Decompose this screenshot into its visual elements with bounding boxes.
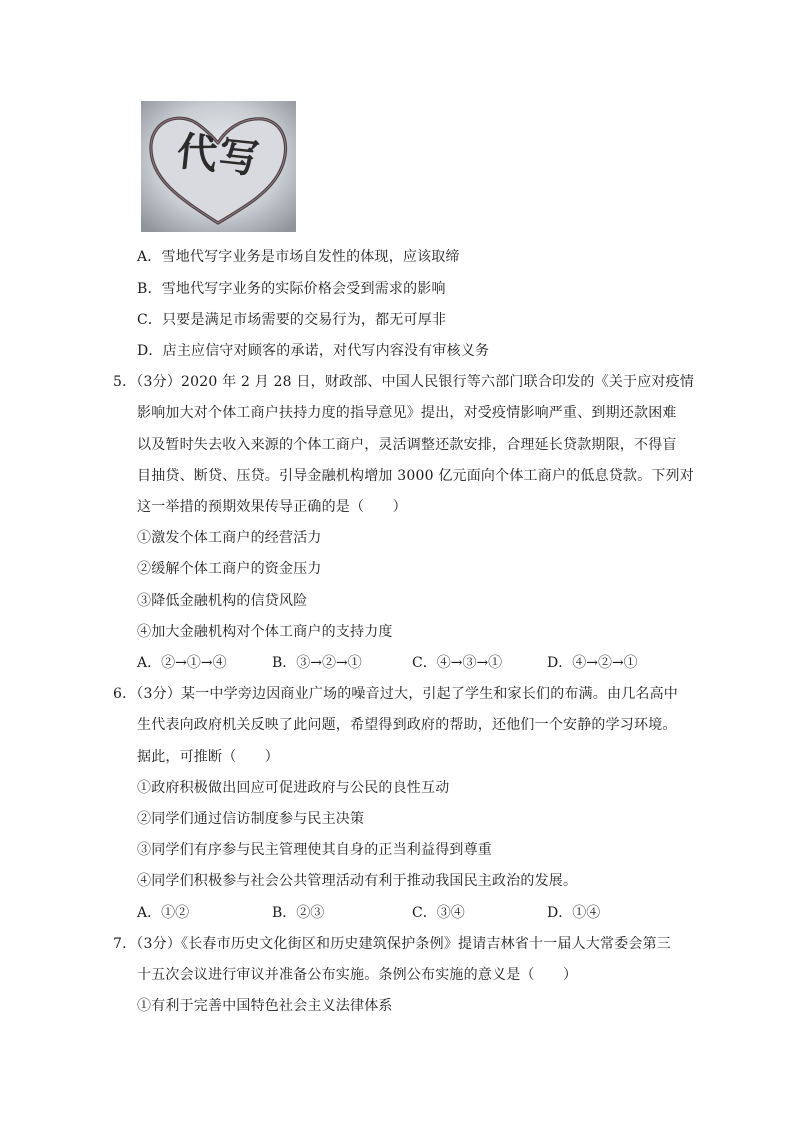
q6-choice-a: A．①② (137, 905, 190, 921)
q5-choice-d: D．④→②→① (547, 655, 638, 671)
q5-stem-line-3: 以及暂时失去收入来源的个体工商户，灵活调整还款安排，合理延长贷款期限，不得盲 (137, 437, 677, 453)
q5-stem-line-1: 5．（3分）2020 年 2 月 28 日，财政部、中国人民银行等六部门联合印发的《关于应对疫情 (113, 374, 695, 390)
q6-item-4: ④同学们积极参与社会公共管理活动有利于推动我国民主政治的发展。 (137, 873, 578, 889)
q5-item-4: ④加大金融机构对个体工商户的支持力度 (137, 624, 393, 640)
q7-item-1: ①有利于完善中国特色社会主义法律体系 (137, 998, 393, 1014)
q4-option-d: D．店主应信守对顾客的承诺，对代写内容没有审核义务 (137, 343, 490, 359)
q6-item-3: ③同学们有序参与民主管理使其自身的正当利益得到尊重 (137, 842, 492, 858)
q4-option-a: A．雪地代写字业务是市场自发性的体现，应该取缔 (137, 249, 460, 265)
q5-choice-a: A．②→①→④ (137, 655, 227, 671)
q6-stem-line-3: 据此，可推断（ ） (137, 749, 279, 765)
q6-choice-c: C．③④ (412, 905, 465, 921)
q5-item-1: ①激发个体工商户的经营活力 (137, 530, 322, 546)
q5-item-2: ②缓解个体工商户的资金压力 (137, 561, 322, 577)
q4-option-c: C．只要是满足市场需要的交易行为，都无可厚非 (137, 312, 447, 328)
q6-stem-line-1: 6．（3分）某一中学旁边因商业广场的噪音过大，引起了学生和家长们的布满。由几名高中 (113, 686, 679, 702)
q7-stem-line-1: 7．（3分）《长春市历史文化街区和历史建筑保护条例》提请吉林省十一届人大常委会第三 (113, 936, 672, 952)
q5-stem-line-2: 影响加大对个体工商户扶持力度的指导意见》提出，对受疫情影响严重、到期还款困难 (137, 405, 677, 421)
q6-choice-d: D．①④ (547, 905, 601, 921)
heart-in-snow-photo (141, 101, 296, 232)
photo-handwritten-text: 代写 (174, 128, 264, 184)
q7-stem-line-2: 十五次会议进行审议并准备公布实施。条例公布实施的意义是（ ） (137, 967, 578, 983)
q6-choice-b: B．②③ (272, 905, 325, 921)
q5-stem-line-4: 目抽贷、断贷、压贷。引导金融机构增加 3000 亿元面向个体工商户的低息贷款。下列对 (137, 468, 694, 484)
q6-stem-line-2: 生代表向政府机关反映了此问题，希望得到政府的帮助，还他们一个安静的学习环境。 (137, 717, 677, 733)
q6-item-1: ①政府积极做出回应可促进政府与公民的良性互动 (137, 780, 450, 796)
q5-stem-line-5: 这一举措的预期效果传导正确的是（ ） (137, 499, 407, 515)
q5-choice-c: C．④→③→① (412, 655, 503, 671)
q5-item-3: ③降低金融机构的信贷风险 (137, 593, 308, 609)
q4-option-b: B．雪地代写字业务的实际价格会受到需求的影响 (137, 281, 446, 297)
q6-item-2: ②同学们通过信访制度参与民主决策 (137, 811, 365, 827)
q5-choice-b: B．③→②→① (272, 655, 362, 671)
